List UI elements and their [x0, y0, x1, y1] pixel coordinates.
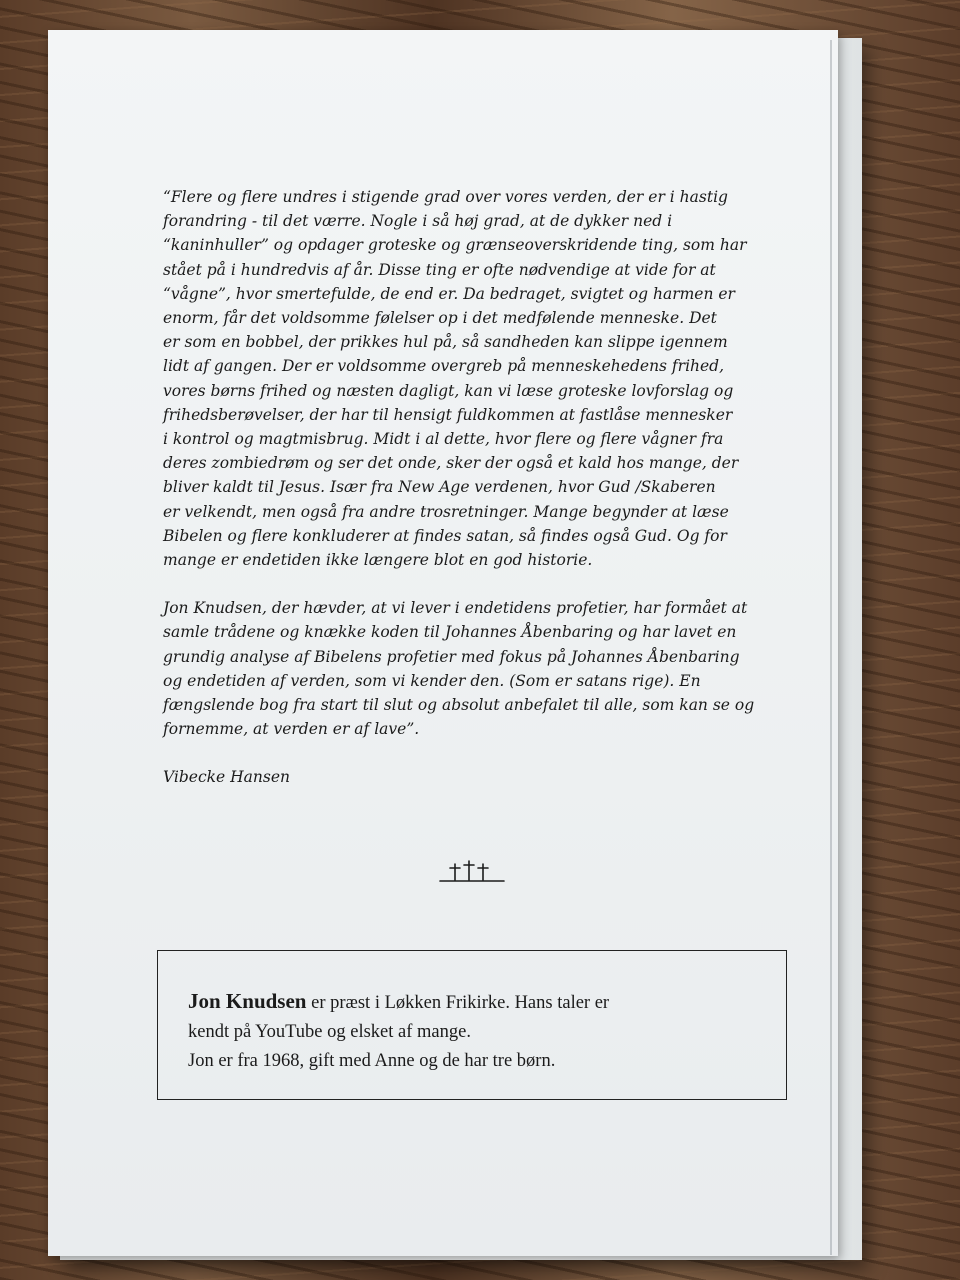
bio-line-1 — [188, 987, 756, 1018]
blurb-line: mange er endetiden ikke længere blot en god historie. — [163, 551, 593, 570]
blurb-line: bliver kaldt til Jesus. Især fra New Age verdenen, hvor Gud /Skaberen — [163, 478, 716, 497]
blurb-line: Jon Knudsen, der hævder, at vi lever i endetidens profetier, har formået at — [163, 599, 748, 618]
blurb-line: grundig analyse af Bibelens profetier med fokus på Johannes Åbenbaring — [163, 647, 740, 666]
blurb-signature-block — [163, 765, 803, 789]
blurb-line: er velkendt, men også fra andre trosretninger. Mange begynder at læse — [163, 502, 729, 521]
blurb-line: “Flere og flere undres i stigende grad over vores verden, der er i hastig — [163, 188, 728, 206]
blurb-line: stået på i hundredvis af år. Disse ting er ofte nødvendige at vide for at — [163, 260, 716, 279]
blurb-text — [163, 185, 803, 790]
blurb-line: fængslende bog fra start til slut og absolut anbefalet til alle, som kan se og — [163, 696, 755, 715]
blurb-line: enorm, får det voldsomme følelser op i det medfølende menneske. Det — [163, 309, 717, 328]
blurb-line: Bibelen og flere konkluderer at findes satan, så findes også Gud. Og for — [163, 526, 727, 545]
blurb-line: lidt af gangen. Der er voldsomme overgreb på menneskehedens frihed, — [163, 357, 725, 376]
bio-line-1-text: er præst i Løkken Frikirke. Hans taler er — [306, 993, 610, 1013]
bio-line-2: kendt på YouTube og elsket af mange. — [188, 1022, 471, 1042]
bio-line-3: Jon er fra 1968, gift med Anne og de har tre børn. — [188, 1051, 556, 1071]
blurb-line: samle trådene og knække koden til Johannes Åbenbaring og har lavet en — [163, 623, 737, 642]
blurb-paragraph-2 — [163, 596, 803, 741]
author-name: Jon Knudsen — [188, 989, 307, 1013]
blurb-line: deres zombiedrøm og ser det onde, sker der også et kald hos mange, der — [163, 454, 739, 473]
blurb-paragraph-1 — [163, 185, 803, 572]
blurb-line: “vågne”, hvor smertefulde, de end er. Da bedraget, svigtet og harmen er — [163, 284, 735, 303]
blurb-line: frihedsberøvelser, der har til hensigt fuldkommen at fastlåse mennesker — [163, 405, 733, 424]
blurb-line: fornemme, at verden er af lave”. — [163, 720, 420, 739]
blurb-signature: Vibecke Hansen — [163, 768, 290, 787]
cover-fold-line — [830, 40, 832, 1255]
paragraph-gap — [163, 572, 803, 596]
blurb-line: forandring - til det værre. Nogle i så høj grad, at de dykker ned i — [163, 212, 673, 231]
blurb-line: i kontrol og magtmisbrug. Midt i al dette, hvor flere og flere vågner fra — [163, 430, 724, 449]
blurb-line: vores børns frihed og næsten dagligt, kan vi læse groteske lovforslag og — [163, 381, 734, 400]
blurb-line: er som en bobbel, der prikkes hul på, så sandheden kan slippe igennem — [163, 333, 728, 352]
blurb-line: “kaninhuller” og opdager groteske og grænseoverskridende ting, som har — [163, 236, 747, 255]
three-crosses-icon — [436, 854, 508, 886]
blurb-line: og endetiden af verden, som vi kender den. (Som er satans rige). En — [163, 671, 701, 690]
author-bio-box — [157, 950, 787, 1100]
